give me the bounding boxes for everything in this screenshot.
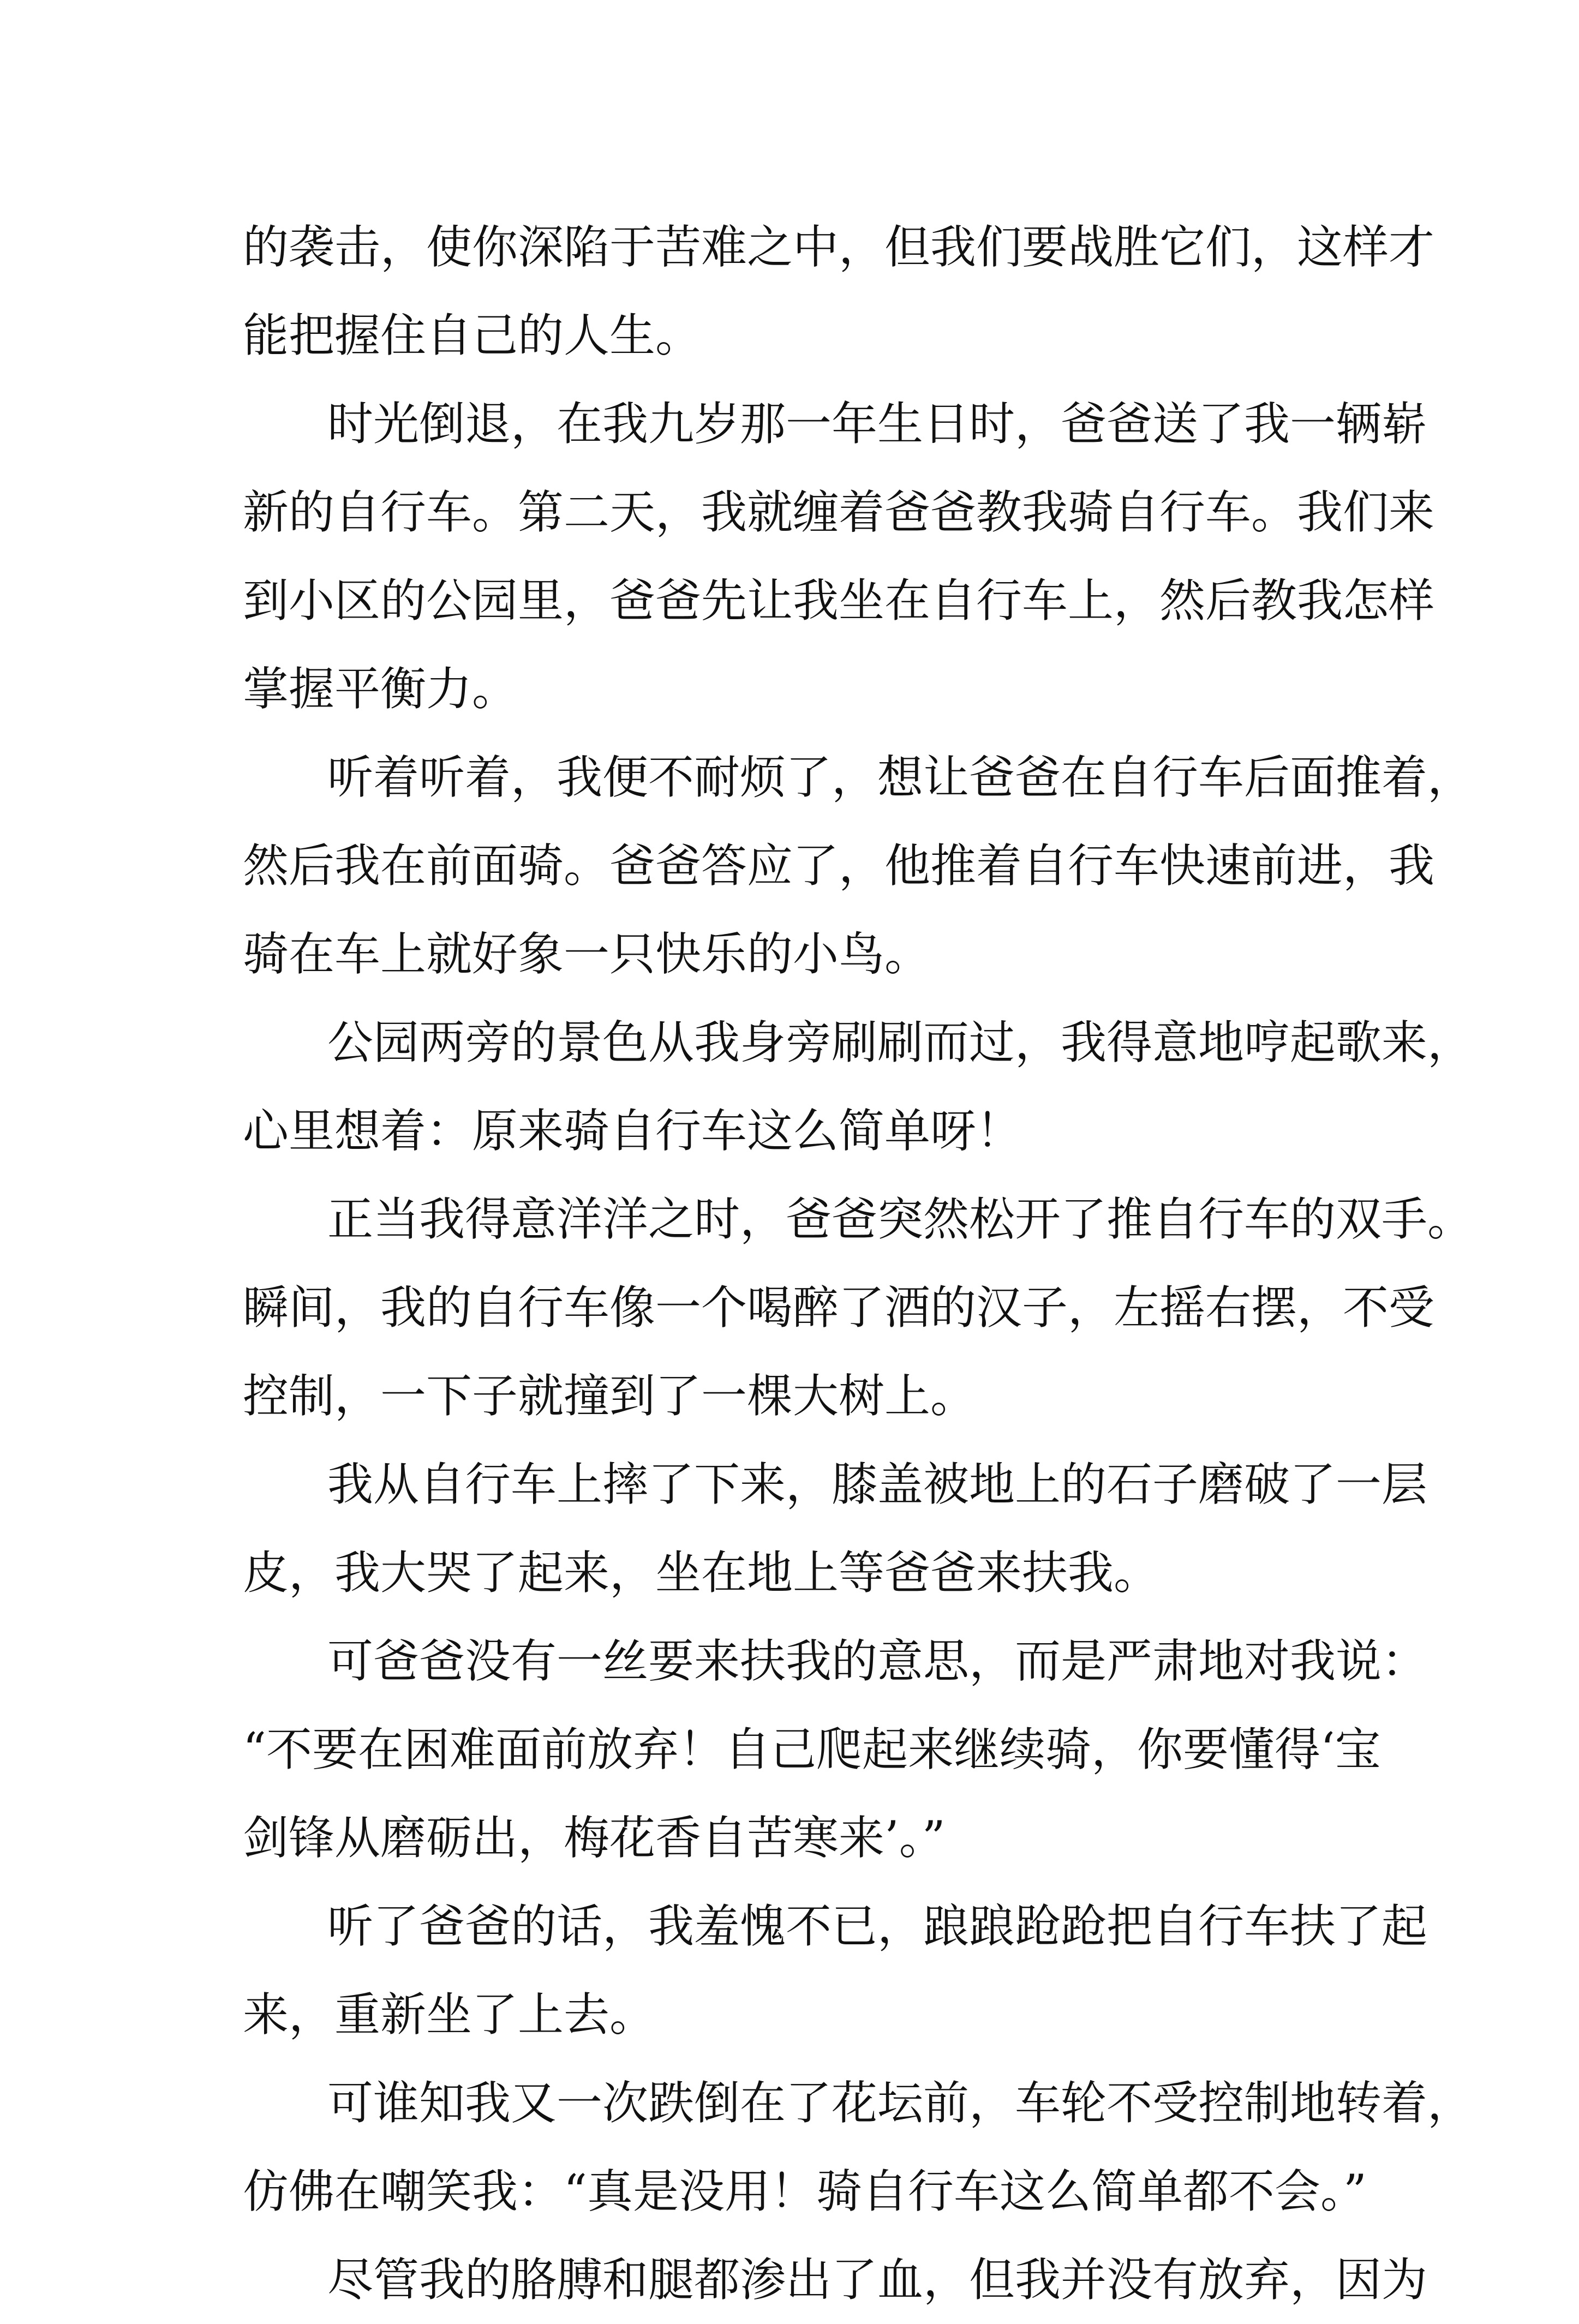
paragraph-first-line: 公园两旁的景色从我身旁刷刷而过，我得意地哼起歌来， — [327, 1016, 1474, 1069]
text-line: 控制，一下子就撞到了一棵大树上。 — [243, 1369, 977, 1423]
text-line: 剑锋从磨砺出，梅花香自苦寒来’。” — [243, 1811, 946, 1865]
paragraph-first-line: 可爸爸没有一丝要来扶我的意思，而是严肃地对我说： — [327, 1634, 1428, 1688]
text-line: 的袭击，使你深陷于苦难之中，但我们要战胜它们，这样才 — [243, 220, 1435, 274]
paragraph-first-line: 时光倒退，在我九岁那一年生日时，爸爸送了我一辆崭 — [327, 397, 1428, 451]
text-line: 然后我在前面骑。爸爸答应了，他推着自行车快速前进，我 — [243, 839, 1435, 893]
text-line: 新的自行车。第二天，我就缠着爸爸教我骑自行车。我们来 — [243, 486, 1435, 539]
paragraph-first-line: 可谁知我又一次跌倒在了花坛前，车轮不受控制地转着， — [327, 2076, 1474, 2130]
text-line: 来，重新坐了上去。 — [243, 1988, 656, 2041]
text-line: 心里想着：原来骑自行车这么简单呀！ — [243, 1104, 1022, 1158]
paragraph-first-line: 正当我得意洋洋之时，爸爸突然松开了推自行车的双手。 — [327, 1193, 1474, 1246]
text-line: 能把握住自己的人生。 — [243, 309, 702, 362]
paragraph-first-line: 听着听着，我便不耐烦了，想让爸爸在自行车后面推着， — [327, 751, 1474, 804]
text-line: 瞬间，我的自行车像一个喝醉了酒的汉子，左摇右摆，不受 — [243, 1281, 1435, 1334]
text-line: 到小区的公园里，爸爸先让我坐在自行车上，然后教我怎样 — [243, 574, 1435, 627]
essay-body — [243, 203, 1474, 2324]
text-line: 骑在车上就好象一只快乐的小鸟。 — [243, 927, 931, 981]
text-line: 仿佛在嘲笑我：“真是没用！骑自行车这么简单都不会。” — [243, 2165, 1367, 2218]
paragraph-first-line: 听了爸爸的话，我羞愧不已，踉踉跄跄把自行车扶了起 — [327, 1900, 1428, 1953]
text-line: 掌握平衡力。 — [243, 662, 518, 716]
paragraph-first-line: 我从自行车上摔了下来，膝盖被地上的石子磨破了一层 — [327, 1458, 1428, 1511]
paragraph-first-line: 尽管我的胳膊和腿都渗出了血，但我并没有放弃，因为 — [327, 2253, 1428, 2307]
text-line: “不要在困难面前放弃！自己爬起来继续骑，你要懂得‘宝 — [243, 1723, 1381, 1776]
text-line: 皮，我大哭了起来，坐在地上等爸爸来扶我。 — [243, 1546, 1160, 1600]
